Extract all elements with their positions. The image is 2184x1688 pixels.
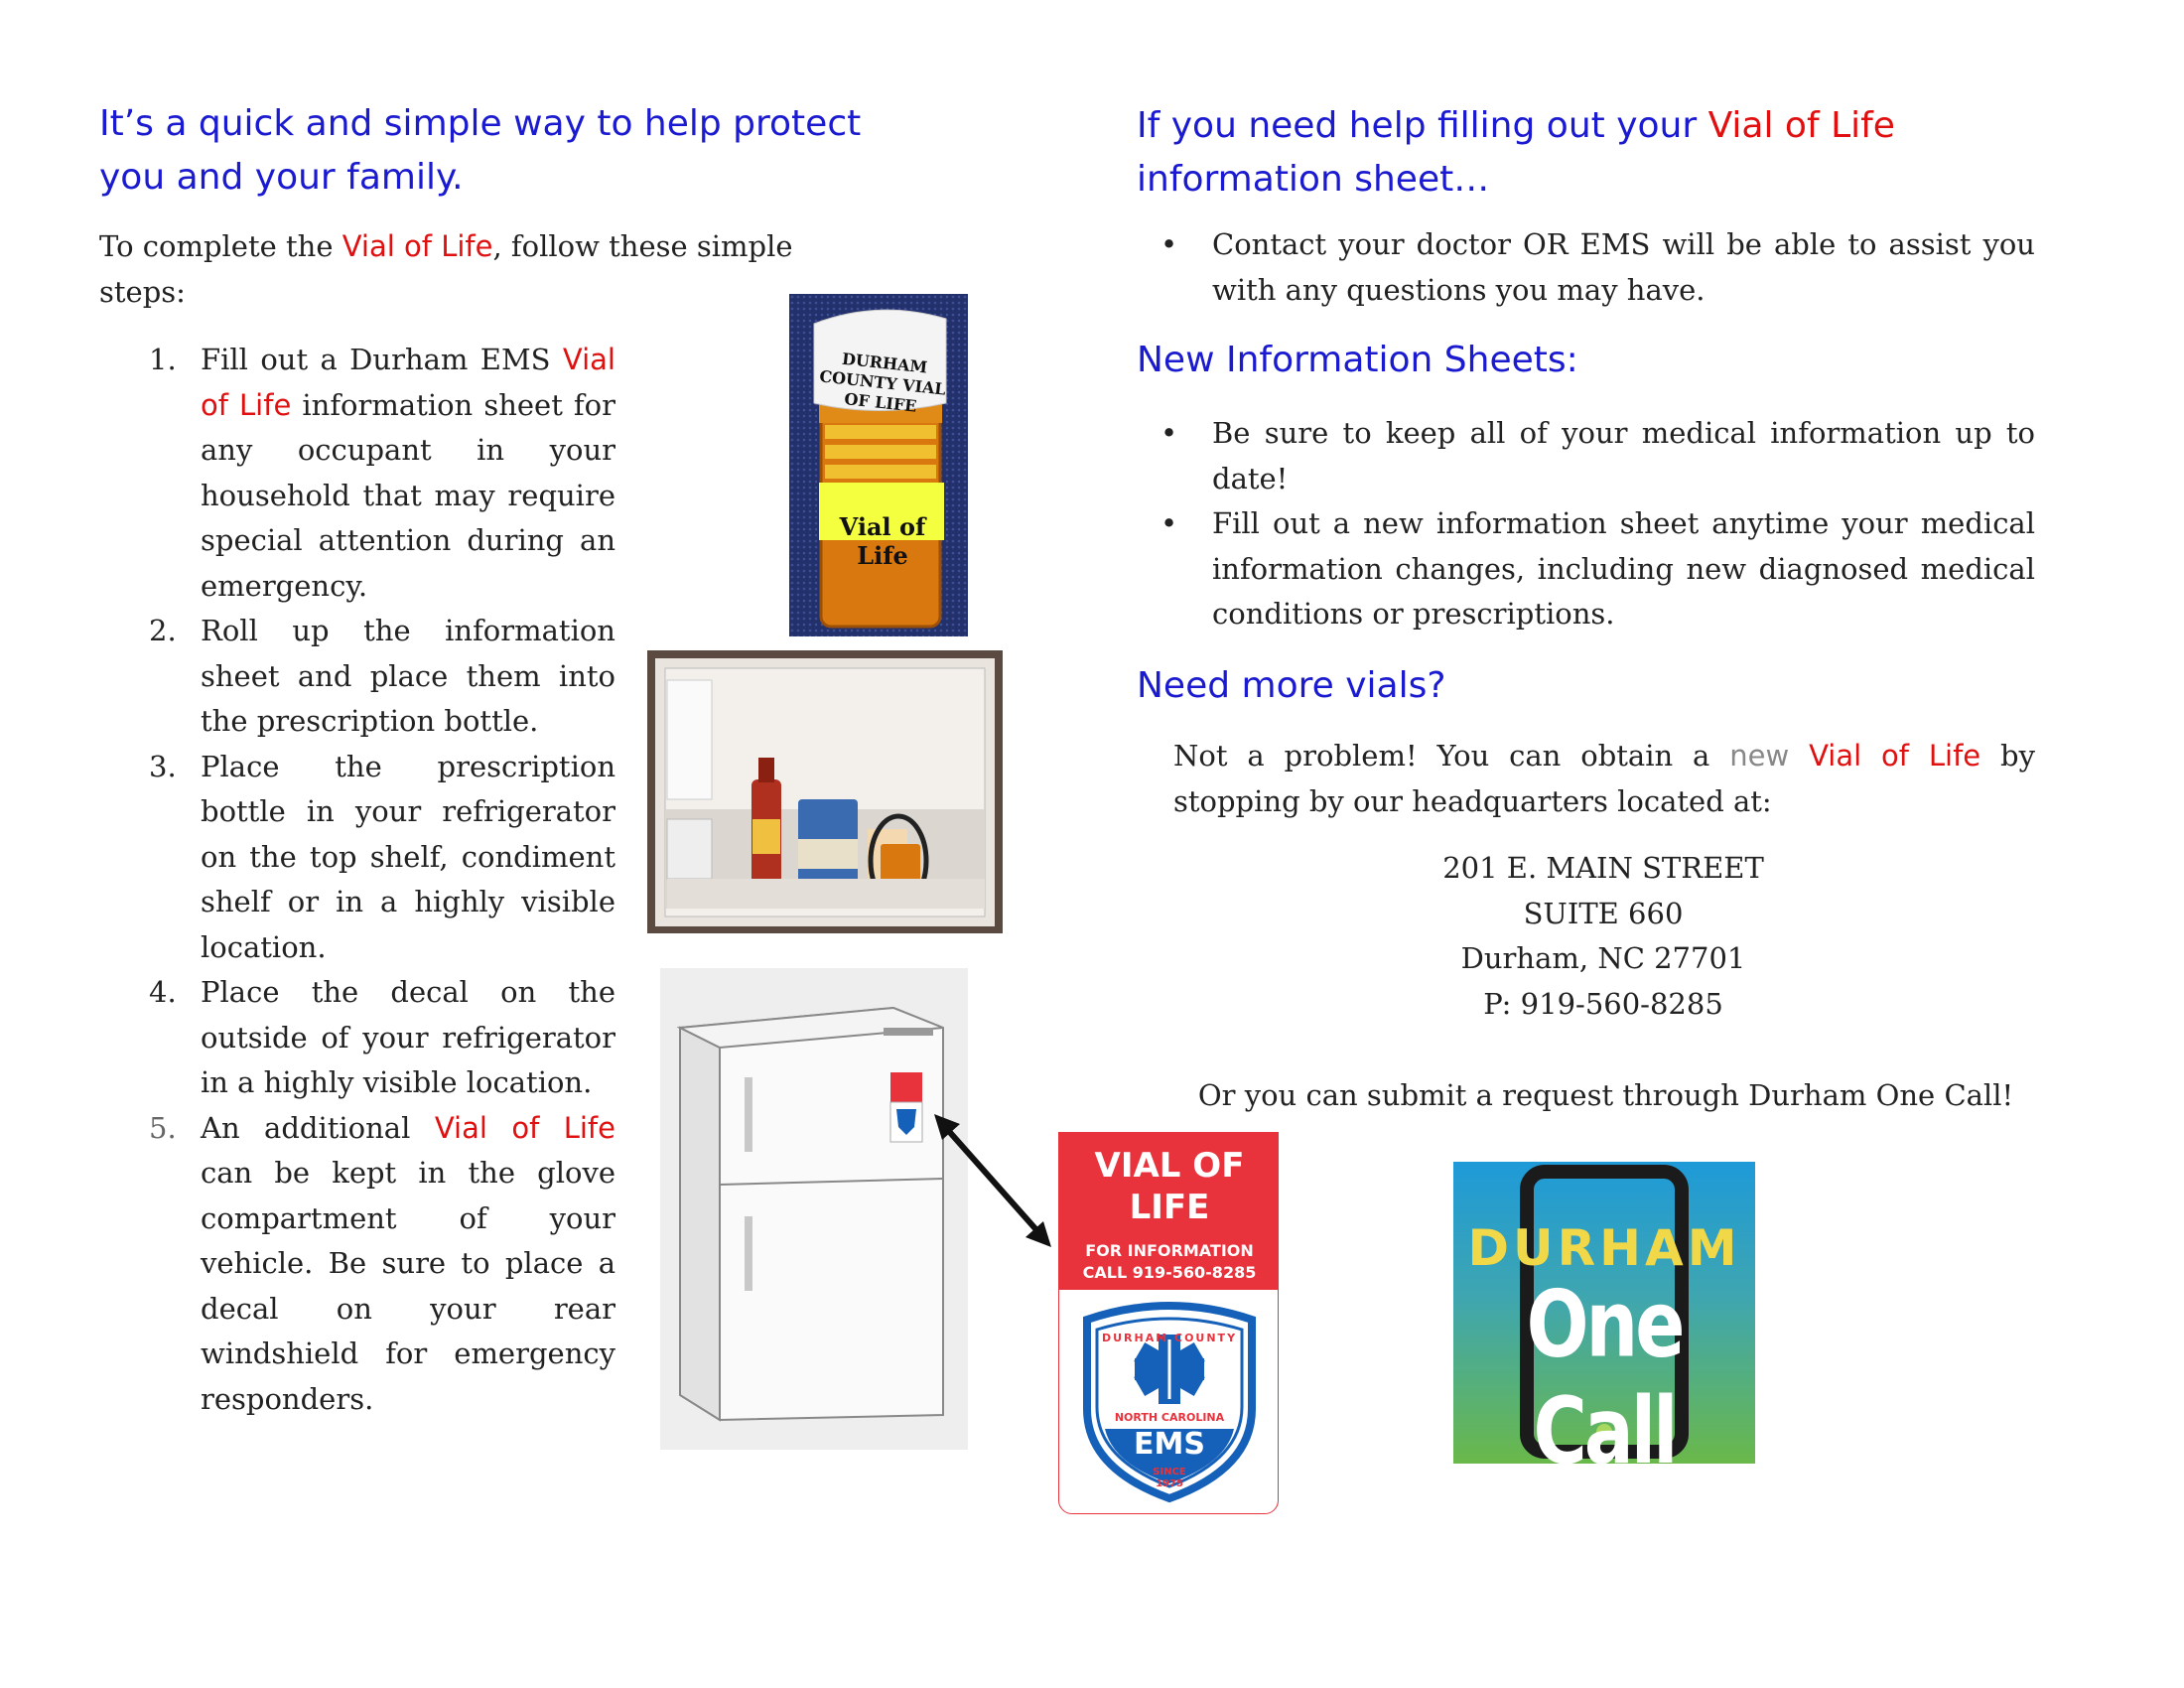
bottle-top-label: DURHAM COUNTY VIAL OF LIFE [818, 349, 947, 416]
step-item: 1. Fill out a Durham EMS Vial of Life information sheet for any occupant in your household that may require special attention during an emergency. [149, 343, 615, 603]
more-vials-heading: Need more vials? [1137, 665, 1446, 706]
step-item: 5. An additional Vial of Life can be kept in the glove compartment of your vehicle. Be sure to place a decal on your rear windshield for emergency responders. [149, 1110, 615, 1416]
decal-badge-ems: EMS [1134, 1427, 1205, 1462]
bottle-label: Vial of Life [839, 512, 926, 570]
bullet-item: • Fill out a new information sheet anytime your medical information changes, including new diagnosed medical conditions or prescriptions. [1137, 501, 2035, 637]
left-heading-line2: you and your family. [99, 157, 464, 198]
decal-info: FOR INFORMATION CALL 919-560-8285 [1082, 1241, 1257, 1282]
onecall-top-text: DURHAM [1467, 1219, 1741, 1277]
onecall-bottom-text: One Call [1526, 1271, 1683, 1464]
new-sheets-bullets [1137, 411, 2035, 637]
fridge-interior-photo [647, 650, 1003, 933]
help-bullets [1137, 222, 2035, 313]
obtain-vial: Vial of Life [1809, 739, 1981, 773]
step-item: 2. Roll up the information sheet and place them into the prescription bottle. [149, 614, 615, 738]
bullet-item: • Be sure to keep all of your medical information up to date! [1137, 411, 2035, 501]
fridge-exterior-photo [660, 968, 968, 1450]
decal-title: VIAL OF LIFE [1094, 1146, 1245, 1227]
durham-one-call-logo [1453, 1162, 1755, 1464]
fridge-interior-illustration [647, 650, 1003, 933]
step-item: 3. Place the prescription bottle in your refrigerator on the top shelf, condiment shelf or in a highly visible location. [149, 749, 615, 964]
obtain-paragraph: Not a problem! You can obtain a new Vial of Life by stopping by our headquarters located at: [1173, 739, 2035, 818]
one-call-text: Or you can submit a request through Durham One Call! [1197, 1078, 2014, 1112]
step-item: 4. Place the decal on the outside of your refrigerator in a highly visible location. [149, 975, 615, 1099]
vial-of-life-decal [1058, 1132, 1279, 1514]
address-line: 201 E. MAIN STREET [1442, 851, 1764, 885]
help-heading-vial: Vial of Life [1707, 105, 1895, 146]
double-arrow-icon [928, 1112, 1057, 1251]
address-line: SUITE 660 [1523, 896, 1684, 930]
vial-bottle-illustration [789, 294, 968, 636]
decal-header [1059, 1133, 1279, 1290]
decal-badge-since: SINCE 1975 [1153, 1467, 1186, 1489]
intro-paragraph: To complete the Vial of Life, follow these simple steps: [99, 229, 793, 309]
address-block [1370, 846, 1837, 1027]
decal-badge-county: DURHAM COUNTY [1101, 1332, 1238, 1344]
fridge-illustration [660, 968, 968, 1450]
decal-badge-state: NORTH CAROLINA [1114, 1411, 1225, 1424]
new-sheets-heading: New Information Sheets: [1137, 340, 1578, 380]
vial-of-life-text: Vial of Life [341, 229, 493, 263]
phone-line: P: 919-560-8285 [1483, 986, 1723, 1021]
obtain-new: new [1729, 739, 1790, 773]
vial-bottle-photo [789, 294, 968, 636]
left-heading-line1: It’s a quick and simple way to help protect [99, 103, 862, 144]
steps-list [149, 338, 615, 1422]
help-heading: If you need help filling out your Vial of Life information sheet… [1137, 105, 1895, 200]
left-heading [99, 97, 913, 205]
address-line: Durham, NC 27701 [1460, 941, 1746, 975]
bullet-item: • Contact your doctor OR EMS will be able to assist you with any questions you may have. [1137, 222, 2035, 313]
